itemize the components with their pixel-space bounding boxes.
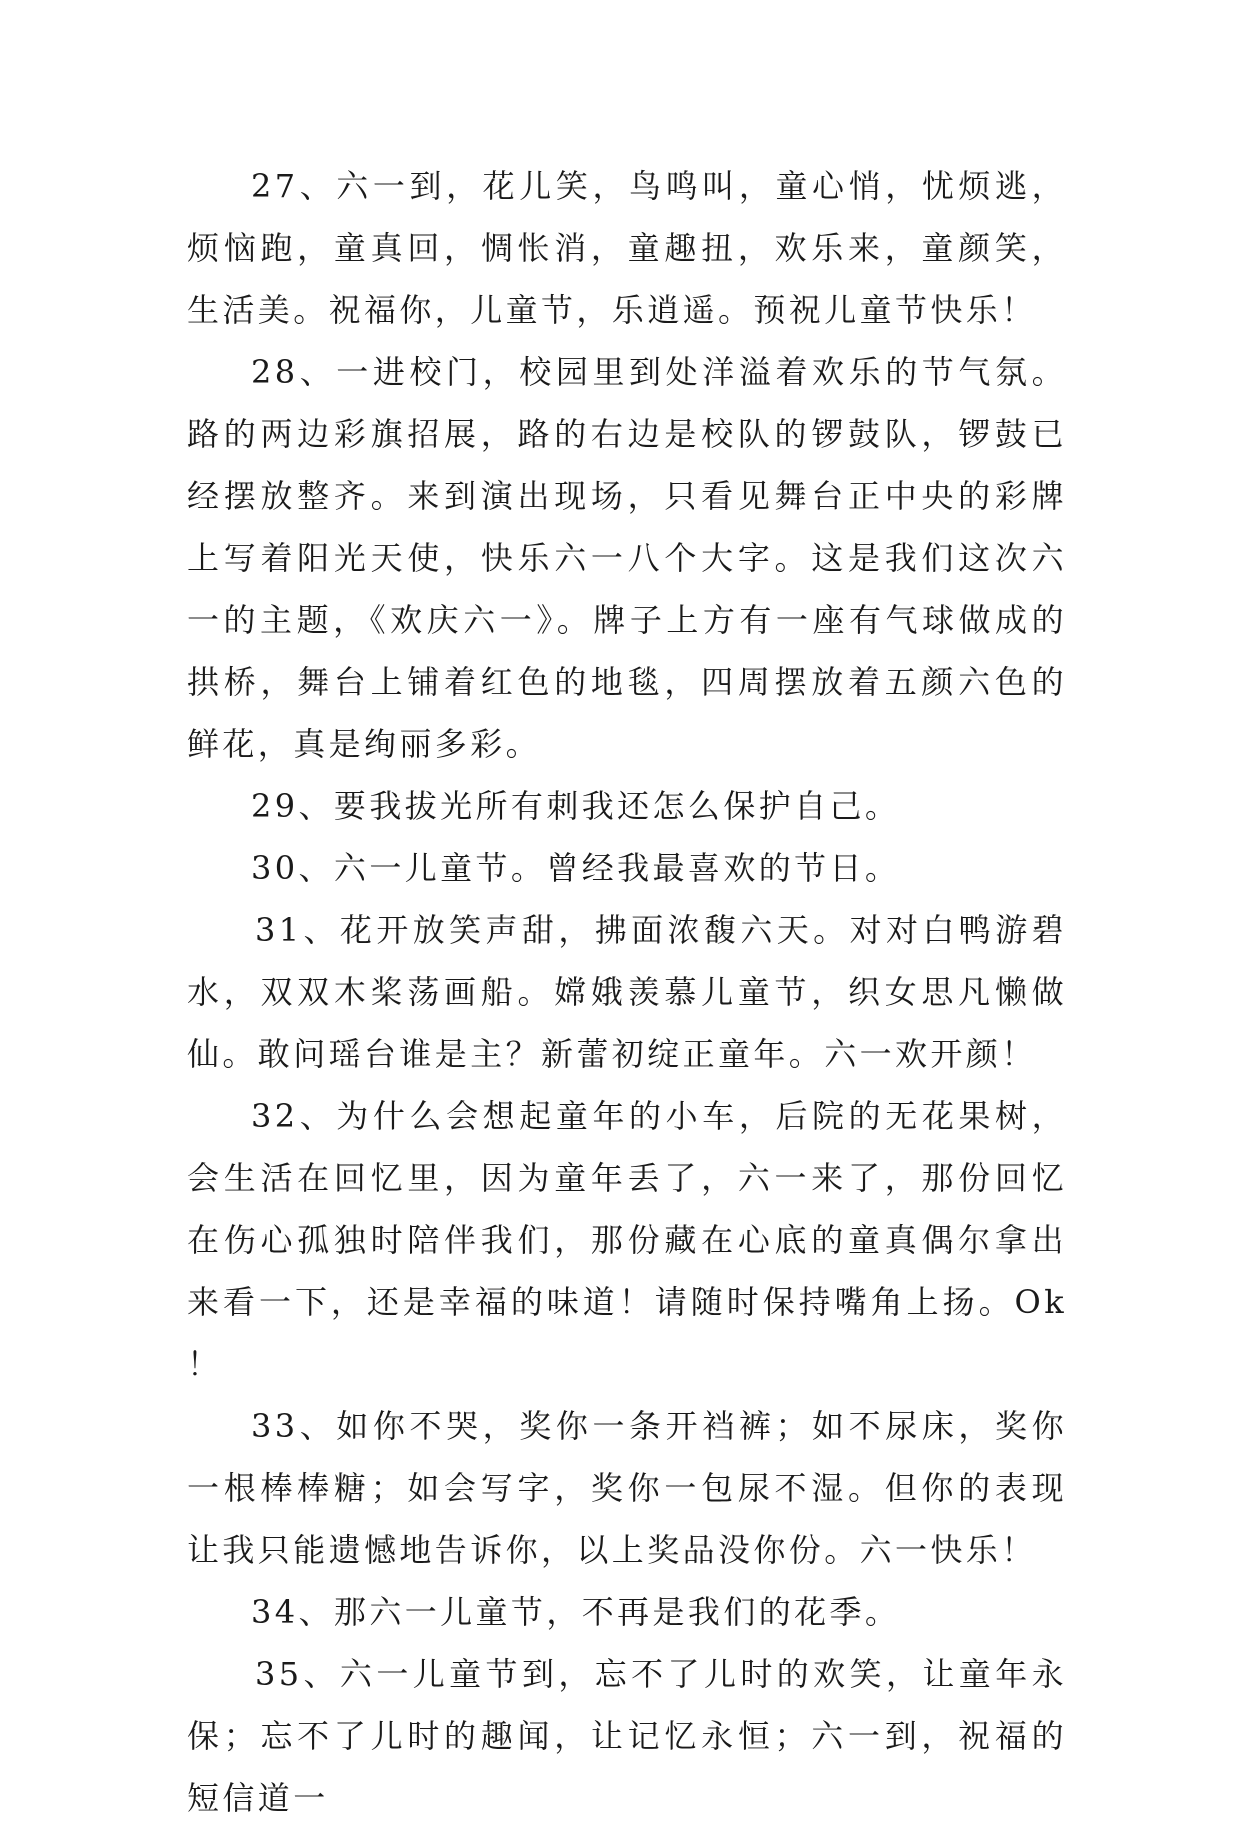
- paragraph-31: 31、花开放笑声甜，拂面浓馥六天。对对白鸭游碧水，双双木桨荡画船。嫦娥羡慕儿童节，织女思凡懒做仙。敢问瑶台谁是主？新蕾初绽正童年。六一欢开颜！: [187, 911, 1067, 1073]
- paragraph-30: 30、六一儿童节。曾经我最喜欢的节日。: [251, 849, 901, 887]
- paragraph-29: 29、要我拔光所有刺我还怎么保护自己。: [251, 787, 901, 825]
- paragraph-27: 27、六一到，花儿笑，鸟鸣叫，童心悄，忧烦逃，烦恼跑，童真回，惆怅消，童趣扭，欢乐来，童颜笑，生活美。祝福你，儿童节，乐逍遥。预祝儿童节快乐！: [187, 167, 1067, 329]
- document-body: [187, 155, 1067, 1829]
- paragraph-35: 35、六一儿童节到，忘不了儿时的欢笑，让童年永保；忘不了儿时的趣闻，让记忆永恒；六一到，祝福的短信道一: [187, 1655, 1067, 1817]
- paragraph-28: 28、一进校门，校园里到处洋溢着欢乐的节气氛。路的两边彩旗招展，路的右边是校队的锣鼓队，锣鼓已经摆放整齐。来到演出现场，只看见舞台正中央的彩牌上写着阳光天使，快乐六一八个大字。这是我们这次六一的主题，《欢庆六一》。牌子上方有一座有气球做成的拱桥，舞台上铺着红色的地毯，四周摆放着五颜六色的鲜花，真是绚丽多彩。: [187, 353, 1067, 763]
- paragraph-32: 32、为什么会想起童年的小车，后院的无花果树，会生活在回忆里，因为童年丢了，六一来了，那份回忆在伤心孤独时陪伴我们，那份藏在心底的童真偶尔拿出来看一下，还是幸福的味道！请随时保持嘴角上扬。Ok！: [187, 1097, 1067, 1383]
- paragraph-34: 34、那六一儿童节，不再是我们的花季。: [251, 1593, 901, 1631]
- paragraph-33: 33、如你不哭，奖你一条开裆裤；如不尿床，奖你一根棒棒糖；如会写字，奖你一包尿不湿。但你的表现让我只能遗憾地告诉你，以上奖品没你份。六一快乐！: [187, 1407, 1067, 1569]
